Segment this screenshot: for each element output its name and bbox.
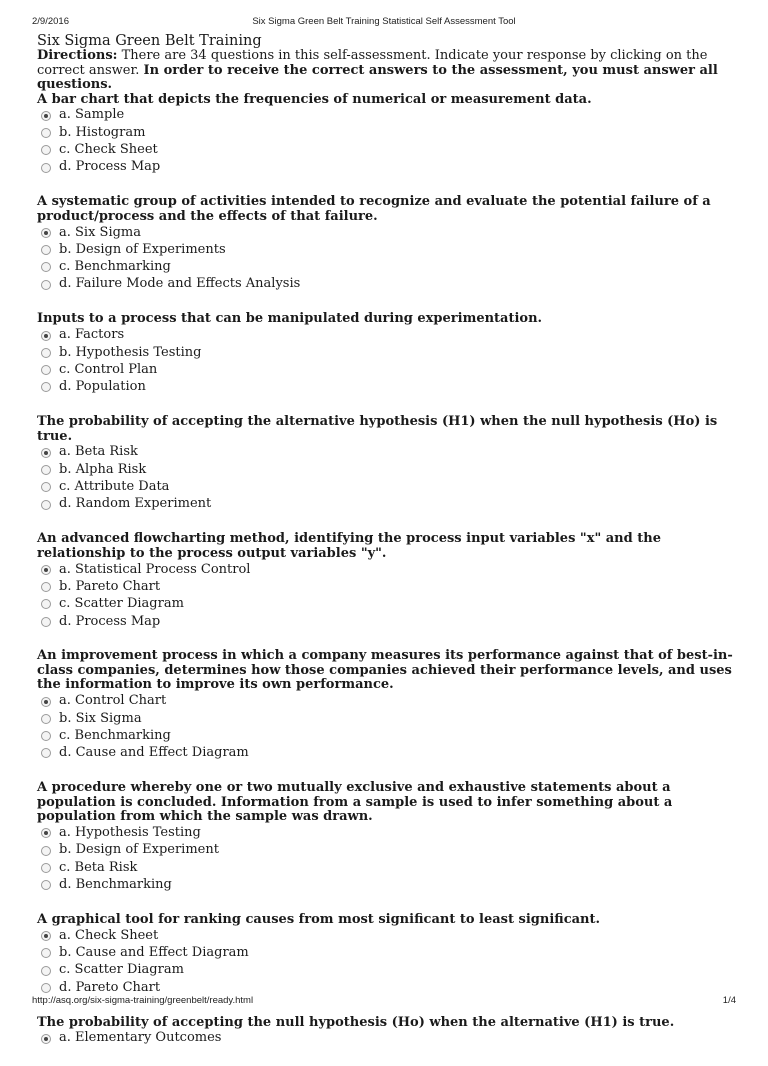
answer-option-label: c. Attribute Data	[59, 479, 170, 495]
answer-option-label: c. Scatter Diagram	[59, 962, 184, 978]
answer-option[interactable]	[37, 1030, 737, 1047]
answer-option-label: d. Population	[59, 379, 146, 395]
radio-button[interactable]	[41, 145, 51, 155]
answer-option-label: a. Control Chart	[59, 693, 167, 709]
answer-option-label: d. Cause and Effect Diagram	[59, 745, 249, 761]
radio-button[interactable]	[41, 365, 51, 375]
answer-option-label: c. Check Sheet	[59, 141, 158, 157]
answer-option-label: c. Scatter Diagram	[59, 596, 184, 612]
answer-option[interactable]	[37, 745, 737, 762]
answer-option-label: d. Failure Mode and Effects Analysis	[59, 276, 301, 292]
answer-option[interactable]	[37, 927, 737, 944]
radio-button[interactable]	[41, 482, 51, 492]
answer-option[interactable]	[37, 859, 737, 876]
question-block	[37, 532, 737, 630]
answer-option[interactable]	[37, 728, 737, 745]
answer-option[interactable]	[37, 613, 737, 630]
answer-option-label: a. Elementary Outcomes	[59, 1030, 222, 1046]
directions-text: There are 34 questions in this self-assessment. Indicate your response by clicking on the correct answer.	[37, 48, 708, 78]
radio-button[interactable]	[41, 163, 51, 173]
radio-button[interactable]	[41, 448, 51, 458]
page-title: Six Sigma Green Belt Training	[37, 33, 262, 49]
answer-option-label: d. Random Experiment	[59, 496, 212, 512]
answer-option-label: b. Alpha Risk	[59, 461, 147, 477]
answer-option-label: b. Pareto Chart	[59, 578, 161, 594]
print-date: 2/9/2016	[32, 16, 69, 27]
radio-button[interactable]	[41, 1034, 51, 1044]
radio-button[interactable]	[41, 262, 51, 272]
question-prompt: Inputs to a process that can be manipulated during experimentation.	[37, 311, 543, 327]
answer-option[interactable]	[37, 224, 737, 241]
radio-button[interactable]	[41, 565, 51, 575]
answer-option[interactable]	[37, 379, 737, 396]
answer-option-label: a. Sample	[59, 107, 125, 123]
answer-option[interactable]	[37, 142, 737, 159]
print-header	[32, 16, 736, 28]
answer-option[interactable]	[37, 979, 737, 996]
radio-button[interactable]	[41, 111, 51, 121]
answer-option-label: a. Six Sigma	[59, 224, 142, 240]
answer-option[interactable]	[37, 344, 737, 361]
answer-option[interactable]	[37, 444, 737, 461]
answer-option[interactable]	[37, 877, 737, 894]
answer-option[interactable]	[37, 496, 737, 513]
question-block	[37, 781, 737, 894]
answer-option-label: a. Check Sheet	[59, 927, 159, 943]
answer-option[interactable]	[37, 241, 737, 258]
answer-option-label: c. Beta Risk	[59, 859, 138, 875]
radio-button[interactable]	[41, 599, 51, 609]
radio-button[interactable]	[41, 465, 51, 475]
answer-option-label: a. Factors	[59, 327, 125, 343]
answer-option[interactable]	[37, 579, 737, 596]
answer-option[interactable]	[37, 107, 737, 124]
answer-option[interactable]	[37, 842, 737, 859]
answer-option-label: c. Benchmarking	[59, 727, 171, 743]
answer-option[interactable]	[37, 479, 737, 496]
radio-button[interactable]	[41, 228, 51, 238]
radio-button[interactable]	[41, 966, 51, 976]
answer-option-label: d. Process Map	[59, 613, 161, 629]
radio-button[interactable]	[41, 948, 51, 958]
answer-option-label: d. Benchmarking	[59, 876, 172, 892]
question-prompt: An improvement process in which a company measures its performance against that of best-in-class companies, determines how those companies achieved their performance levels, and uses the information to improve its own performance.	[37, 648, 733, 693]
radio-button[interactable]	[41, 245, 51, 255]
answer-option-label: b. Histogram	[59, 124, 146, 140]
radio-button[interactable]	[41, 846, 51, 856]
directions	[37, 49, 737, 93]
radio-button[interactable]	[41, 697, 51, 707]
answer-option-label: b. Cause and Effect Diagram	[59, 945, 249, 960]
answer-option[interactable]	[37, 327, 737, 344]
question-prompt: The probability of accepting the alternative hypothesis (H1) when the null hypothesis (Ho) is true.	[37, 414, 718, 444]
answer-option[interactable]	[37, 693, 737, 710]
answer-option-label: b. Design of Experiments	[59, 241, 226, 257]
question-block	[37, 649, 737, 762]
radio-button[interactable]	[41, 880, 51, 890]
radio-button[interactable]	[41, 128, 51, 138]
answer-option-label: c. Benchmarking	[59, 259, 171, 275]
print-url: http://asq.org/six-sigma-training/greenbelt/ready.html	[32, 995, 254, 1006]
directions-label: Directions:	[37, 48, 118, 63]
radio-button[interactable]	[41, 348, 51, 358]
question-block	[37, 1016, 737, 1048]
radio-button[interactable]	[41, 731, 51, 741]
question-list	[37, 93, 737, 1048]
answer-option-label: a. Beta Risk	[59, 444, 138, 460]
answer-option[interactable]	[37, 962, 737, 979]
answer-option[interactable]	[37, 124, 737, 141]
directions-note: In order to receive the correct answers to the assessment, you must answer all questions.	[37, 62, 718, 92]
answer-option-label: c. Control Plan	[59, 361, 158, 377]
assessment-content	[37, 33, 737, 1066]
radio-button[interactable]	[41, 931, 51, 941]
radio-button[interactable]	[41, 382, 51, 392]
answer-option-label: d. Process Map	[59, 159, 161, 175]
page-number: 1/4	[722, 995, 736, 1006]
radio-button[interactable]	[41, 280, 51, 290]
answer-option-label: a. Statistical Process Control	[59, 561, 251, 577]
radio-button[interactable]	[41, 582, 51, 592]
answer-option[interactable]	[37, 945, 737, 962]
print-title: Six Sigma Green Belt Training Statistical Self Assessment Tool	[252, 16, 516, 27]
question-prompt: A graphical tool for ranking causes from most significant to least significant.	[37, 911, 601, 927]
radio-button[interactable]	[41, 828, 51, 838]
answer-option-label: b. Hypothesis Testing	[59, 344, 202, 360]
answer-option-label: b. Six Sigma	[59, 710, 142, 726]
answer-option-label: a. Hypothesis Testing	[59, 825, 201, 841]
question-block	[37, 312, 737, 396]
answer-option[interactable]	[37, 361, 737, 378]
answer-option[interactable]	[37, 710, 737, 727]
question-prompt: A systematic group of activities intended to recognize and evaluate the potential failure of a product/process and the effects of that failure.	[37, 194, 711, 224]
radio-button[interactable]	[41, 863, 51, 873]
answer-option-label: b. Design of Experiment	[59, 842, 219, 858]
radio-button[interactable]	[41, 714, 51, 724]
question-block	[37, 415, 737, 513]
answer-option[interactable]	[37, 461, 737, 478]
answer-option[interactable]	[37, 259, 737, 276]
print-footer	[32, 995, 736, 1007]
answer-option[interactable]	[37, 825, 737, 842]
answer-option[interactable]	[37, 596, 737, 613]
radio-button[interactable]	[41, 748, 51, 758]
radio-button[interactable]	[41, 983, 51, 993]
radio-button[interactable]	[41, 331, 51, 341]
question-prompt: A bar chart that depicts the frequencies of numerical or measurement data.	[37, 91, 592, 107]
answer-option-label: d. Pareto Chart	[59, 979, 161, 995]
radio-button[interactable]	[41, 500, 51, 510]
answer-option[interactable]	[37, 159, 737, 176]
radio-button[interactable]	[41, 617, 51, 627]
answer-option[interactable]	[37, 561, 737, 578]
question-prompt: The probability of accepting the null hypothesis (Ho) when the alternative (H1) is true.	[37, 1014, 675, 1030]
answer-option[interactable]	[37, 276, 737, 293]
question-block	[37, 913, 737, 997]
question-block	[37, 195, 737, 293]
question-block	[37, 93, 737, 177]
question-prompt: An advanced flowcharting method, identifying the process input variables "x" and the relationship to the process output variables "y".	[37, 531, 661, 561]
question-prompt: A procedure whereby one or two mutually exclusive and exhaustive statements about a population is concluded. Information from a sample is used to infer something about a population from which the sample was drawn.	[37, 780, 673, 825]
